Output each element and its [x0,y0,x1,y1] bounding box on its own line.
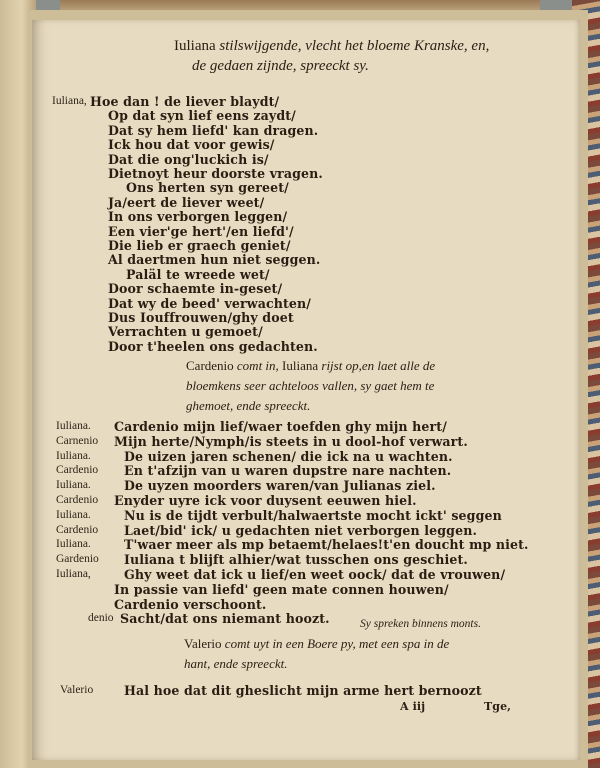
speaker-label: Gardenio [56,553,99,566]
verse-line: De uyzen moorders waren/van Julianas ziel. [124,478,436,494]
verse-line: In ons verborgen leggen/ [108,209,288,225]
verse-line: Dat wy de beed' verwachten/ [108,295,311,311]
verse-line: T'waer meer als mp betaemt/helaes!t'en doucht mp niet. [124,537,529,553]
verse-line: Ghy weet dat ick u lief/en weet oock/ dat de vrouwen/ [124,567,506,582]
stage-direction-line [184,636,449,652]
verse-line: Ja/eert de liever weet/ [108,194,265,210]
heading-speaker: Iuliana [174,38,216,54]
direction-name: Valerio [184,636,222,651]
verse-line: Hoe dan ! de liever blaydt/ [90,94,280,109]
speaker-label: Cardenio [56,464,99,477]
verse-line: Mijn herte/Nymph/is steets in u dool-hof verwart. [114,433,468,449]
verse-line: Hal hoe dat dit gheslicht mijn arme hert bernoozt [124,683,482,698]
verse-line: Enyder uyre ick voor duysent eeuwen hiel. [114,493,417,508]
speaker-label: Iuliana. [56,449,91,462]
speaker-label: Iuliana. [56,479,91,492]
direction-text: comt in, [236,358,279,373]
verse-line: Dat sy hem liefd' kan dragen. [108,122,319,138]
speaker-label: Iuliana, [56,568,91,580]
signature-mark: A iij [400,700,426,713]
verse-line: Ons herten syn gereet/ [126,180,289,196]
heading-line-1 [174,38,489,55]
speaker-label: Carnenio [56,434,99,447]
stage-direction-line: ghemoet, ende spreeckt. [186,398,311,413]
direction-name: Cardenio [186,358,234,373]
heading-text: de gedaen zijnde, spreeckt sy. [192,58,369,74]
verse-line: Iuliana t blijft alhier/wat tusschen ons geschiet. [124,552,468,568]
verse-line: Een vier'ge hert'/en liefd'/ [108,223,294,239]
stage-direction-line [186,358,435,374]
speaker-label: Iuliana. [56,508,91,521]
verse-line: Cardenio verschoont. [114,596,267,612]
direction-text: rijst op,en laet alle de [321,358,436,373]
speaker-label: denio [88,612,114,625]
verse-line: Dat die ong'luckich is/ [108,151,269,167]
speaker-label: Iuliana, [52,95,87,107]
verse-line: Cardenio mijn lief/waer toefden ghy mijn hert/ [114,419,447,434]
stage-direction-aside: Sy spreken binnens monts. [360,618,481,630]
direction-text: comt uyt in een Boere py, met een spa in de [224,636,450,651]
verse-line: Al daertmen hun niet seggen. [108,252,321,268]
speaker-label: Cardenio [56,494,99,506]
verse-line: Dus Iouffrouwen/ghy doet [108,310,294,325]
verse-line: Dietnoyt heur doorste vragen. [108,166,323,181]
direction-name: Iuliana [282,358,319,373]
verse-line: Nu is de tijdt verbult/halwaertste mocht ickt' seggen [124,507,502,523]
verse-line: In passie van liefd' geen mate connen houwen/ [114,581,449,597]
verse-line: De uizen jaren schenen/ die ick na u wachten. [124,448,453,464]
speaker-label: Iuliana. [56,538,91,551]
verse-line: Verrachten u gemoet/ [108,324,263,340]
verse-line: Sacht/dat ons niemant hoozt. [120,611,330,627]
verse-line: Laet/bid' ick/ u gedachten niet verborgen leggen. [124,522,477,538]
verse-line: Door schaemte in-geset/ [108,281,283,297]
speaker-label: Iuliana. [56,420,91,432]
speaker-label: Cardenio [56,523,99,536]
heading-line-2 [192,58,369,75]
speaker-label: Valerio [60,684,94,696]
catchword: Tge, [484,700,512,713]
verse-line: Paläl te wreede wet/ [126,266,270,282]
verse-line: Op dat syn lief eens zaydt/ [108,108,296,124]
verse-line: Ick hou dat voor gewis/ [108,137,275,153]
book-page [32,20,580,760]
stage-direction-line: hant, ende spreeckt. [184,656,288,671]
verse-line: En t'afzijn van u waren dupstre nare nachten. [124,463,452,479]
heading-text: stilswijgende, vlecht het bloeme Kranske, en, [219,38,490,54]
verse-line: Die lieb er graech geniet/ [108,238,291,253]
verse-line: Door t'heelen ons gedachten. [108,338,318,354]
stage-direction-line: bloemkens seer achteloos vallen, sy gaet hem te [186,378,435,393]
